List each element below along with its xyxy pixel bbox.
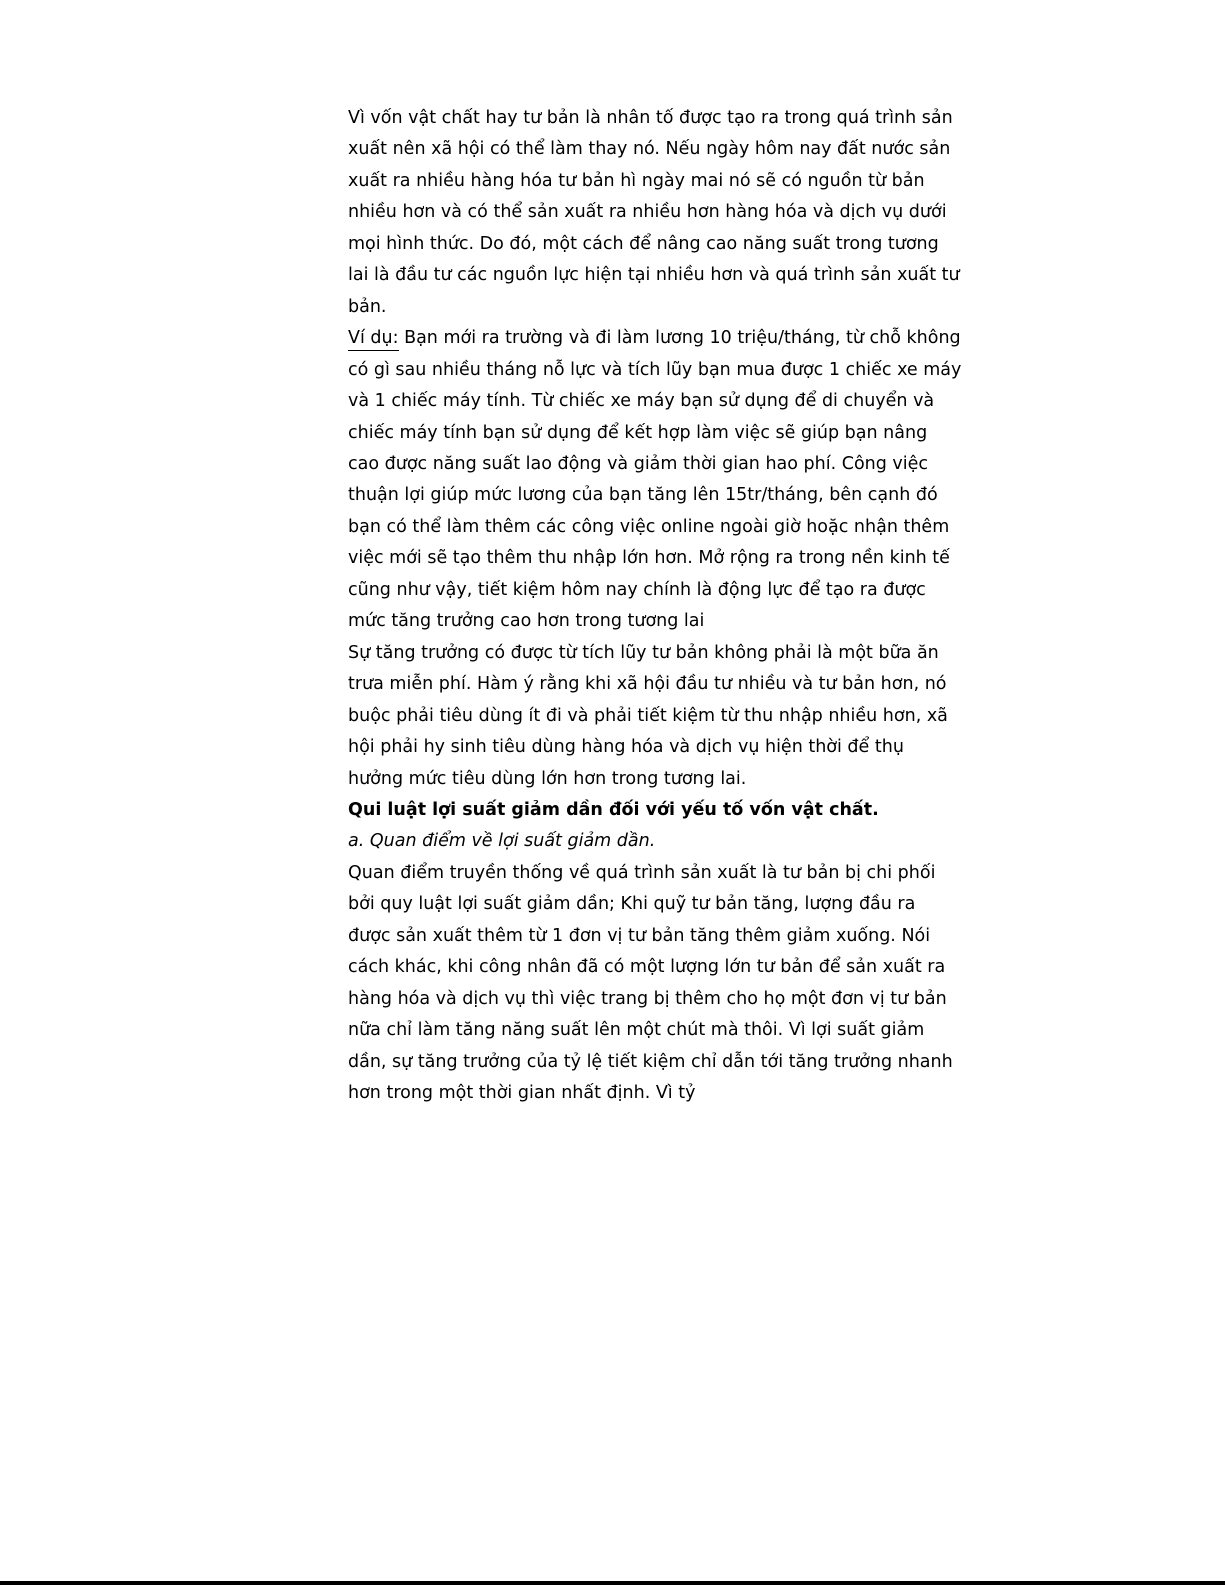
paragraph-capital-investment: Vì vốn vật chất hay tư bản là nhân tố được tạo ra trong quá trình sản xuất nên xã hội có thể làm thay nó. Nếu ngày hôm nay đất nước sản xuất ra nhiều hàng hóa tư bản hì ngày mai nó sẽ có nguồn từ bản nhiều hơn và có thể sản xuất ra nhiều hơn hàng hóa và dịch vụ dưới mọi hình thức. Do đó, một cách để nâng cao năng suất trong tương lai là đầu tư các nguồn lực hiện tại nhiều hơn và quá trình sản xuất tư bản. xyxy=(348,108,960,317)
example-text: Bạn mới ra trường và đi làm lương 10 triệu/tháng, từ chỗ không có gì sau nhiều tháng nỗ lực và tích lũy bạn mua được 1 chiếc xe máy và 1 chiếc máy tính. Từ chiếc xe máy bạn sử dụng để di chuyển và chiếc máy tính bạn sử dụng để kết hợp làm việc sẽ giúp bạn nâng cao được năng suất lao động và giảm thời gian hao phí. Công việc thuận lợi giúp mức lương của bạn tăng lên 15tr/tháng, bên cạnh đó bạn có thể làm thêm các công việc online ngoài giờ hoặc nhận thêm việc mới sẽ tạo thêm thu nhập lớn hơn. Mở rộng ra trong nền kinh tế cũng như vậy, tiết kiệm hôm nay chính là động lực để tạo ra được mức tăng trưởng cao hơn trong tương lai xyxy=(348,328,962,632)
document-body xyxy=(348,103,963,1110)
example-label: Ví dụ: xyxy=(348,328,399,351)
page-bottom-border xyxy=(0,1581,1225,1585)
section-heading: Qui luật lợi suất giảm dần đối với yếu tố vốn vật chất. xyxy=(348,799,879,820)
subsection-heading: a. Quan điểm về lợi suất giảm dần. xyxy=(348,831,656,852)
paragraph-diminishing-returns: Quan điểm truyền thống về quá trình sản xuất là tư bản bị chi phối bởi quy luật lợi suất giảm dần; Khi quỹ tư bản tăng, lượng đầu ra được sản xuất thêm từ 1 đơn vị tư bản tăng thêm giảm xuống. Nói cách khác, khi công nhân đã có một lượng lớn tư bản để sản xuất ra hàng hóa và dịch vụ thì việc trang bị thêm cho họ một đơn vị tư bản nữa chỉ làm tăng năng suất lên một chút mà thôi. Vì lợi suất giảm dần, sự tăng trưởng của tỷ lệ tiết kiệm chỉ dẫn tới tăng trưởng nhanh hơn trong một thời gian nhất định. Vì tỷ xyxy=(348,862,953,1104)
paragraph-example xyxy=(348,323,963,638)
paragraph-growth-cost: Sự tăng trưởng có được từ tích lũy tư bản không phải là một bữa ăn trưa miễn phí. Hàm ý rằng khi xã hội đầu tư nhiều và tư bản hơn, nó buộc phải tiêu dùng ít đi và phải tiết kiệm từ thu nhập nhiều hơn, xã hội phải hy sinh tiêu dùng hàng hóa và dịch vụ hiện thời để thụ hưởng mức tiêu dùng lớn hơn trong tương lai. xyxy=(348,642,948,789)
